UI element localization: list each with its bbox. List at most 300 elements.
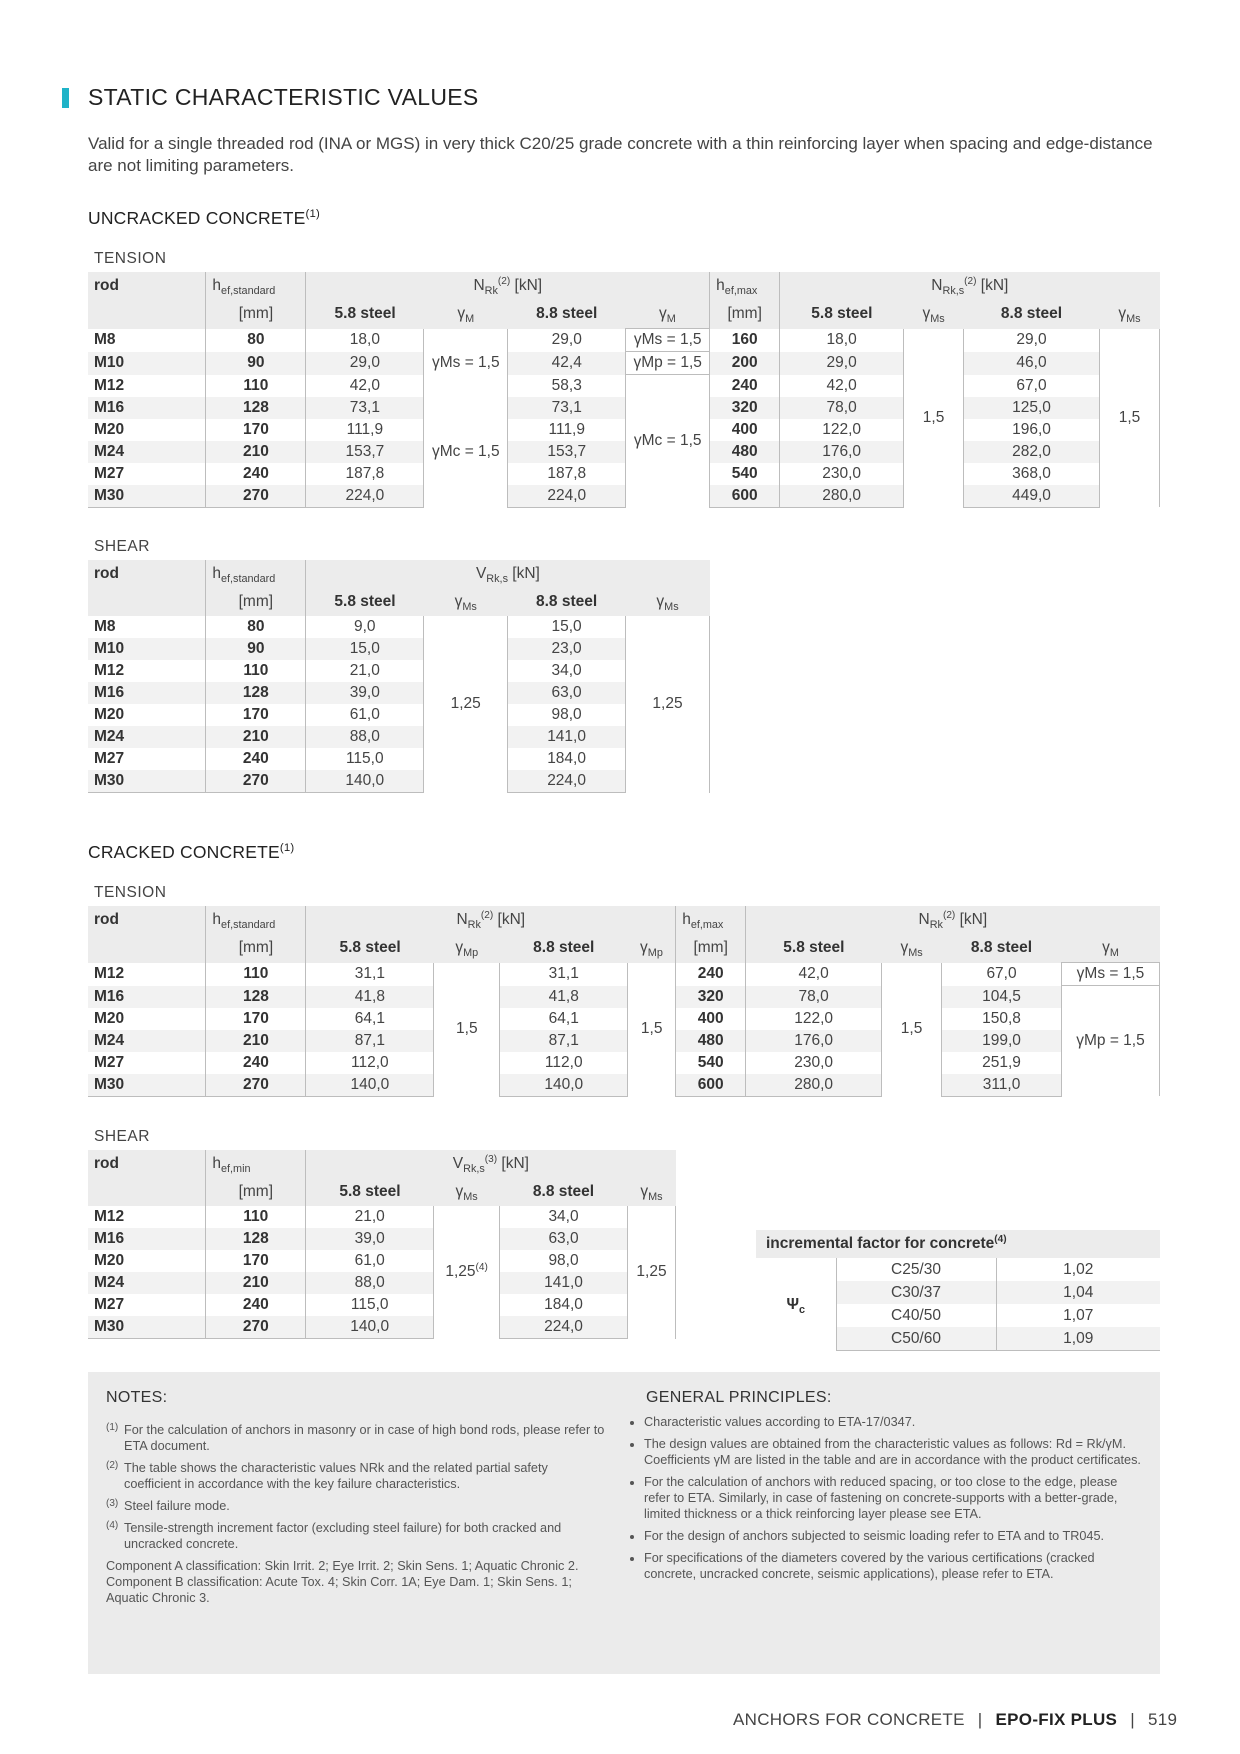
- value-cell: 111,9: [306, 419, 424, 441]
- value-cell: 34,0: [551, 662, 582, 679]
- rod-cell: M10: [88, 352, 206, 375]
- value-cell: 224,0: [500, 1316, 628, 1339]
- header-hef-standard: $h_{ef,standard}$: [206, 560, 306, 588]
- table-row: [88, 638, 710, 660]
- rod-cell: M30: [88, 485, 206, 508]
- value-cell: 29,0: [780, 352, 904, 375]
- gamma-cell: 1,5: [882, 963, 942, 1097]
- rod-cell: M27: [94, 1296, 125, 1313]
- value-cell: 224,0: [508, 485, 626, 508]
- table-row: [88, 1272, 676, 1294]
- psi-symbol-text: Ψ: [786, 1295, 799, 1313]
- value-cell: 122,0: [746, 1008, 882, 1030]
- header-steel88: 8.8 steel: [942, 934, 1062, 963]
- hef-cell: 90: [206, 638, 306, 660]
- table-row: [88, 748, 710, 770]
- value-cell: 150,8: [982, 1009, 1021, 1027]
- gamma-cell: γMs = 1,5: [626, 329, 710, 352]
- hef-cell: 320: [710, 397, 780, 419]
- header-steel58: 5.8 steel: [306, 300, 424, 329]
- table-row: [88, 726, 710, 748]
- concrete-grade-cell: C40/50: [891, 1307, 941, 1324]
- concrete-grade-cell: C50/60: [836, 1327, 996, 1351]
- rod-cell: M30: [88, 1074, 206, 1097]
- uncracked-tension-label: TENSION: [94, 250, 167, 267]
- notes-list: [106, 1422, 606, 1606]
- cracked-heading: CRACKED CONCRETE$^{(1)}$: [88, 842, 295, 862]
- table-row: [88, 682, 710, 704]
- value-cell: 73,1: [306, 397, 424, 419]
- hef-cell: 128: [206, 986, 306, 1008]
- value-cell: 63,0: [500, 1228, 628, 1250]
- table-row: [88, 441, 1160, 463]
- table-row: [88, 485, 1160, 508]
- header-rod: rod: [88, 560, 206, 588]
- gamma-cell: 1,25: [627, 1206, 675, 1339]
- rod-cell: M8: [94, 331, 116, 348]
- value-cell: 104,5: [942, 986, 1062, 1008]
- factor-value-cell: 1,04: [996, 1281, 1160, 1304]
- value-cell: 449,0: [964, 485, 1100, 508]
- psi-symbol-sub: c: [799, 1303, 806, 1316]
- value-cell: 73,1: [508, 397, 626, 419]
- gamma-cell: 1,25: [626, 616, 710, 793]
- table-row: [88, 463, 1160, 485]
- hef-cell: 90: [206, 352, 306, 375]
- notes-panel: [88, 1372, 1160, 1674]
- hef-cell: 110: [206, 963, 306, 986]
- header-vrks: $V_{Rk,s}$ [kN]: [306, 560, 710, 588]
- header-gamma-ms: $\gamma_{Ms}$: [1099, 300, 1159, 329]
- table-row: [88, 1052, 1160, 1074]
- value-cell: 141,0: [500, 1272, 628, 1294]
- table-row: [88, 1074, 1160, 1097]
- gamma-cell: 1,25: [424, 616, 508, 793]
- hef-cell: 210: [206, 441, 306, 463]
- header-gamma-m: $\gamma_M$: [424, 300, 508, 329]
- header-steel58: 5.8 steel: [780, 300, 904, 329]
- rod-cell: M27: [94, 1053, 125, 1071]
- note-item: [106, 1498, 606, 1514]
- value-cell: 29,0: [306, 352, 424, 375]
- value-cell: 140,0: [306, 1316, 434, 1339]
- header-gamma-ms: $\gamma_{Ms}$: [424, 588, 508, 616]
- value-cell: 58,3: [551, 376, 582, 394]
- footer-product: EPO-FIX PLUS: [995, 1710, 1118, 1729]
- table-row: [88, 1250, 676, 1272]
- rod-cell: M27: [94, 464, 125, 482]
- header-gamma-mp: $\gamma_{Mp}$: [434, 934, 500, 963]
- value-cell: 31,1: [306, 963, 434, 986]
- value-cell: 34,0: [548, 1208, 579, 1225]
- table-row: [88, 375, 1160, 397]
- table-row: [88, 329, 1160, 352]
- header-steel58: 5.8 steel: [306, 934, 434, 963]
- header-mm: [mm]: [206, 934, 306, 963]
- value-cell: 41,8: [500, 986, 628, 1008]
- header-gamma-ms: $\gamma_{Ms}$: [904, 300, 964, 329]
- note-text: For the calculation of anchors in masonry or in case of high bond rods, please refer to ETA document.: [124, 1423, 605, 1453]
- value-cell: 176,0: [780, 441, 904, 463]
- gamma-footnote: (4): [475, 1262, 488, 1274]
- hef-cell: 270: [206, 485, 306, 508]
- hef-cell: 110: [206, 660, 306, 682]
- header-steel88: 8.8 steel: [964, 300, 1100, 329]
- hef-cell: 400: [710, 419, 780, 441]
- page-title: STATIC CHARACTERISTIC VALUES: [88, 84, 479, 110]
- incremental-factor-title: incremental factor for concrete$^{(4)}$: [756, 1230, 1160, 1258]
- principles-title: GENERAL PRINCIPLES:: [646, 1389, 832, 1406]
- table-row: [88, 1008, 1160, 1030]
- note-number: (2): [106, 1460, 119, 1471]
- hef-cell: 170: [206, 1008, 306, 1030]
- header-mm: [mm]: [206, 588, 306, 616]
- value-cell: 141,0: [508, 726, 626, 748]
- header-mm: [mm]: [676, 934, 746, 963]
- hef-cell: 128: [206, 1228, 306, 1250]
- value-cell: 63,0: [508, 682, 626, 704]
- value-cell: 88,0: [306, 726, 424, 748]
- rod-cell: M20: [94, 1009, 125, 1027]
- value-cell: 46,0: [964, 352, 1100, 375]
- hef-cell: 80: [206, 329, 306, 352]
- note-item: [106, 1460, 606, 1492]
- note-number: (4): [106, 1520, 119, 1531]
- value-cell: 112,0: [306, 1052, 434, 1074]
- header-rod: rod: [88, 272, 206, 300]
- gamma-cell: γMs = 1,5: [424, 329, 508, 397]
- value-cell: 187,8: [306, 463, 424, 485]
- table-row: [88, 986, 1160, 1008]
- note-item: [106, 1422, 606, 1454]
- hef-cell: 480: [676, 1030, 746, 1052]
- hef-cell: 240: [206, 463, 306, 485]
- header-gamma-ms: $\gamma_{Ms}$: [626, 588, 710, 616]
- header-nrk: $N_{Rk}^{(2)}$ [kN]: [306, 906, 676, 934]
- header-nrk: $N_{Rk}^{(2)}$ [kN]: [306, 272, 710, 300]
- rod-cell: M24: [88, 726, 206, 748]
- value-cell: 187,8: [547, 464, 587, 482]
- rod-cell: M12: [94, 376, 125, 394]
- cracked-shear-table: [88, 1150, 676, 1339]
- value-cell: 311,0: [942, 1074, 1062, 1097]
- value-cell: 29,0: [551, 331, 582, 348]
- gamma-cell: [434, 1206, 500, 1339]
- hef-cell: 270: [206, 1316, 306, 1339]
- hef-cell: 170: [206, 1250, 306, 1272]
- hef-cell: 170: [206, 704, 306, 726]
- table-row: [88, 352, 1160, 375]
- value-cell: 125,0: [964, 397, 1100, 419]
- concrete-grade-cell: C30/37: [836, 1281, 996, 1304]
- gamma-cell: 1,5: [628, 963, 676, 1097]
- hef-cell: 160: [710, 329, 780, 352]
- value-cell: 64,1: [548, 1009, 579, 1027]
- factor-value-cell: 1,02: [996, 1258, 1160, 1281]
- factor-value-cell: 1,09: [996, 1327, 1160, 1351]
- hef-cell: 110: [206, 1206, 306, 1228]
- value-cell: 122,0: [780, 419, 904, 441]
- principle-item: • For specifications of the diameters covered by the various certifications (cracked concrete, uncracked concrete, seismic applications), please refer to ETA.: [644, 1550, 1144, 1582]
- value-cell: 29,0: [1016, 331, 1047, 348]
- header-steel88: 8.8 steel: [500, 934, 628, 963]
- rod-cell: M27: [94, 750, 125, 767]
- cracked-tension-table: [88, 906, 1160, 1097]
- value-cell: 15,0: [551, 618, 582, 635]
- header-mm: [mm]: [206, 300, 306, 329]
- header-gamma-m: $\gamma_M$: [1061, 934, 1159, 963]
- value-cell: 18,0: [780, 329, 904, 352]
- table-row: [88, 770, 710, 793]
- value-cell: 41,8: [306, 986, 434, 1008]
- rod-cell: M30: [88, 1316, 206, 1339]
- concrete-grade-cell: C25/30: [891, 1261, 941, 1278]
- hef-cell: 270: [206, 770, 306, 793]
- value-cell: 230,0: [780, 463, 904, 485]
- rod-cell: M24: [88, 441, 206, 463]
- incremental-factor-table: [756, 1230, 1160, 1351]
- table-row: [756, 1258, 1160, 1281]
- header-mm: [mm]: [206, 1178, 306, 1206]
- principle-item: • For the calculation of anchors with reduced spacing, or too close to the edge, please refer to ETA. Similarly, in case of fastening on concrete-supports with a better-grade, limited thickness or a thick reinforcing layer please see ETA.: [644, 1474, 1144, 1522]
- header-rod: rod: [88, 1150, 206, 1178]
- value-cell: 88,0: [306, 1272, 434, 1294]
- uncracked-tension-table: [88, 272, 1160, 508]
- principles-list: [626, 1414, 1144, 1588]
- hef-cell: 540: [710, 463, 780, 485]
- value-cell: 42,0: [306, 375, 424, 397]
- value-cell: 199,0: [942, 1030, 1062, 1052]
- note-item: [106, 1520, 606, 1552]
- value-cell: 78,0: [780, 397, 904, 419]
- table-row: [88, 660, 710, 682]
- value-cell: 87,1: [306, 1030, 434, 1052]
- table-row: [88, 704, 710, 726]
- value-cell: 230,0: [746, 1052, 882, 1074]
- header-hef-max: $h_{ef,max}$: [676, 906, 746, 934]
- value-cell: 224,0: [306, 485, 424, 508]
- rod-cell: M20: [94, 706, 125, 723]
- header-steel58: 5.8 steel: [306, 1178, 434, 1206]
- hef-cell: 600: [676, 1074, 746, 1097]
- psi-symbol: [756, 1258, 836, 1351]
- gamma-value: 1,25: [445, 1263, 476, 1281]
- note-text: Steel failure mode.: [124, 1499, 230, 1513]
- hef-cell: 240: [206, 1052, 306, 1074]
- note-text: Tensile-strength increment factor (excluding steel failure) for both cracked and uncracked concrete.: [124, 1521, 562, 1551]
- principle-item: • The design values are obtained from the characteristic values as follows: Rd = Rk/γM. Coefficients γM are listed in the table and are in accordance with the product certificates.: [644, 1436, 1144, 1468]
- table-row: [88, 1228, 676, 1250]
- hef-cell: 240: [676, 963, 746, 986]
- value-cell: 115,0: [306, 748, 424, 770]
- rod-cell: M12: [94, 662, 125, 679]
- rod-cell: M20: [94, 1252, 125, 1269]
- value-cell: 39,0: [306, 1228, 434, 1250]
- hef-cell: 128: [206, 397, 306, 419]
- title-accent-bar: [62, 88, 69, 108]
- header-hef-max: $h_{ef,max}$: [710, 272, 780, 300]
- value-cell: 196,0: [1012, 420, 1051, 438]
- hef-cell: 600: [710, 485, 780, 508]
- hef-cell: 128: [206, 682, 306, 704]
- value-cell: 176,0: [746, 1030, 882, 1052]
- gamma-cell: 1,5: [1099, 329, 1159, 508]
- rod-cell: M30: [88, 770, 206, 793]
- header-steel58: 5.8 steel: [746, 934, 882, 963]
- table-row: [88, 1294, 676, 1316]
- hef-cell: 240: [710, 375, 780, 397]
- table-row: [88, 1316, 676, 1339]
- value-cell: 280,0: [780, 485, 904, 508]
- rod-cell: M16: [88, 397, 206, 419]
- value-cell: 9,0: [306, 616, 424, 638]
- value-cell: 18,0: [306, 329, 424, 352]
- hef-cell: 210: [206, 726, 306, 748]
- hef-cell: 210: [206, 1272, 306, 1294]
- table-row: [88, 397, 1160, 419]
- value-cell: 15,0: [306, 638, 424, 660]
- notes-title: NOTES:: [106, 1389, 168, 1406]
- rod-cell: M24: [88, 1030, 206, 1052]
- value-cell: 368,0: [1012, 464, 1051, 482]
- hef-cell: 480: [710, 441, 780, 463]
- hef-cell: 240: [206, 1294, 306, 1316]
- value-cell: 21,0: [306, 660, 424, 682]
- gamma-cell: γMc = 1,5: [626, 375, 710, 508]
- header-gamma-ms: $\gamma_{Ms}$: [434, 1178, 500, 1206]
- header-gamma-mp: $\gamma_{Mp}$: [628, 934, 676, 963]
- cracked-tension-label: TENSION: [94, 884, 167, 901]
- header-steel88: 8.8 steel: [500, 1178, 628, 1206]
- table-row: [88, 1206, 676, 1228]
- header-hef-standard: $h_{ef,standard}$: [206, 272, 306, 300]
- footer-section: ANCHORS FOR CONCRETE: [733, 1710, 965, 1729]
- header-vrks: $V_{Rk,s}^{(3)}$ [kN]: [306, 1150, 676, 1178]
- principle-item: • Characteristic values according to ETA-17/0347.: [644, 1414, 1144, 1430]
- rod-cell: M16: [88, 1228, 206, 1250]
- header-nrk: $N_{Rk}^{(2)}$ [kN]: [746, 906, 1160, 934]
- value-cell: 42,0: [746, 963, 882, 986]
- hef-cell: 80: [206, 616, 306, 638]
- header-nrks: $N_{Rk,s}^{(2)}$ [kN]: [780, 272, 1160, 300]
- rod-cell: M20: [94, 420, 125, 438]
- hef-cell: 110: [206, 375, 306, 397]
- hef-cell: 320: [676, 986, 746, 1008]
- page-number: 519: [1147, 1710, 1178, 1729]
- value-cell: 282,0: [964, 441, 1100, 463]
- value-cell: 98,0: [551, 706, 582, 723]
- table-row: [88, 616, 710, 638]
- rod-cell: M16: [88, 682, 206, 704]
- value-cell: 23,0: [508, 638, 626, 660]
- value-cell: 61,0: [306, 704, 424, 726]
- value-cell: 111,9: [548, 420, 585, 438]
- note-number: (3): [106, 1498, 119, 1509]
- value-cell: 112,0: [544, 1053, 583, 1071]
- header-steel88: 8.8 steel: [508, 300, 626, 329]
- value-cell: 87,1: [500, 1030, 628, 1052]
- hef-cell: 170: [206, 419, 306, 441]
- value-cell: 184,0: [544, 1296, 583, 1313]
- value-cell: 42,0: [780, 375, 904, 397]
- header-gamma-ms: $\gamma_{Ms}$: [882, 934, 942, 963]
- header-steel88: 8.8 steel: [508, 588, 626, 616]
- classification-text: Component A classification: Skin Irrit. 2; Eye Irrit. 2; Skin Sens. 1; Aquatic Chronic 2. Component B classification: Acute Tox. 4; Skin Corr. 1A; Eye Dam. 1; Skin Sens. 1; Aquatic Chronic 3.: [106, 1559, 579, 1605]
- header-mm: [mm]: [710, 300, 780, 329]
- note-text: The table shows the characteristic values NRk and the related partial safety coefficient in accordance with the key failure characteristics.: [124, 1461, 548, 1491]
- uncracked-shear-table: [88, 560, 710, 793]
- value-cell: 140,0: [306, 1074, 434, 1097]
- hef-cell: 270: [206, 1074, 306, 1097]
- gamma-cell: γMp = 1,5: [1061, 986, 1159, 1097]
- value-cell: 67,0: [986, 965, 1017, 982]
- intro-text: Valid for a single threaded rod (INA or MGS) in very thick C20/25 grade concrete with a thin reinforcing layer when spacing and edge-distance are not limiting parameters.: [88, 134, 1153, 175]
- gamma-cell: 1,5: [434, 963, 500, 1097]
- gamma-cell: γMs = 1,5: [1061, 963, 1159, 986]
- cracked-shear-label: SHEAR: [94, 1128, 150, 1145]
- value-cell: 280,0: [746, 1074, 882, 1097]
- hef-cell: 240: [206, 748, 306, 770]
- value-cell: 78,0: [746, 986, 882, 1008]
- table-row: [88, 1030, 1160, 1052]
- rod-cell: M24: [88, 1272, 206, 1294]
- rod-cell: M8: [94, 618, 116, 635]
- gamma-cell: 1,5: [904, 329, 964, 508]
- gamma-cell: γMp = 1,5: [626, 352, 710, 375]
- value-cell: 64,1: [306, 1008, 434, 1030]
- value-cell: 21,0: [306, 1206, 434, 1228]
- rod-cell: M12: [94, 1208, 125, 1225]
- rod-cell: M16: [88, 986, 206, 1008]
- value-cell: 31,1: [548, 965, 579, 982]
- hef-cell: 400: [676, 1008, 746, 1030]
- hef-cell: 540: [676, 1052, 746, 1074]
- value-cell: 140,0: [500, 1074, 628, 1097]
- hef-cell: 200: [710, 352, 780, 375]
- rod-cell: M10: [88, 638, 206, 660]
- uncracked-heading: UNCRACKED CONCRETE$^{(1)}$: [88, 208, 320, 228]
- principle-item: • For the design of anchors subjected to seismic loading refer to ETA and to TR045.: [644, 1528, 1144, 1544]
- value-cell: 251,9: [982, 1053, 1021, 1071]
- value-cell: 39,0: [306, 682, 424, 704]
- gamma-cell: γMc = 1,5: [424, 397, 508, 508]
- header-rod: rod: [88, 906, 206, 934]
- table-row: [88, 963, 1160, 986]
- value-cell: 153,7: [508, 441, 626, 463]
- value-cell: 140,0: [306, 770, 424, 793]
- value-cell: 61,0: [306, 1250, 434, 1272]
- hef-cell: 210: [206, 1030, 306, 1052]
- value-cell: 115,0: [306, 1294, 434, 1316]
- footer: ANCHORS FOR CONCRETE | EPO-FIX PLUS | 519: [733, 1710, 1178, 1729]
- value-cell: 153,7: [306, 441, 424, 463]
- header-hef-min: $h_{ef,min}$: [206, 1150, 306, 1178]
- value-cell: 184,0: [547, 750, 586, 767]
- value-cell: 224,0: [508, 770, 626, 793]
- note-number: (1): [106, 1422, 119, 1433]
- header-hef-standard: $h_{ef,standard}$: [206, 906, 306, 934]
- value-cell: 98,0: [548, 1252, 579, 1269]
- rod-cell: M12: [94, 965, 125, 982]
- factor-value-cell: 1,07: [996, 1304, 1160, 1327]
- uncracked-shear-label: SHEAR: [94, 538, 150, 555]
- value-cell: 67,0: [1016, 376, 1047, 394]
- table-row: [88, 419, 1160, 441]
- value-cell: 42,4: [508, 352, 626, 375]
- header-gamma-ms: $\gamma_{Ms}$: [627, 1178, 675, 1206]
- header-gamma-m: $\gamma_M$: [626, 300, 710, 329]
- header-steel58: 5.8 steel: [306, 588, 424, 616]
